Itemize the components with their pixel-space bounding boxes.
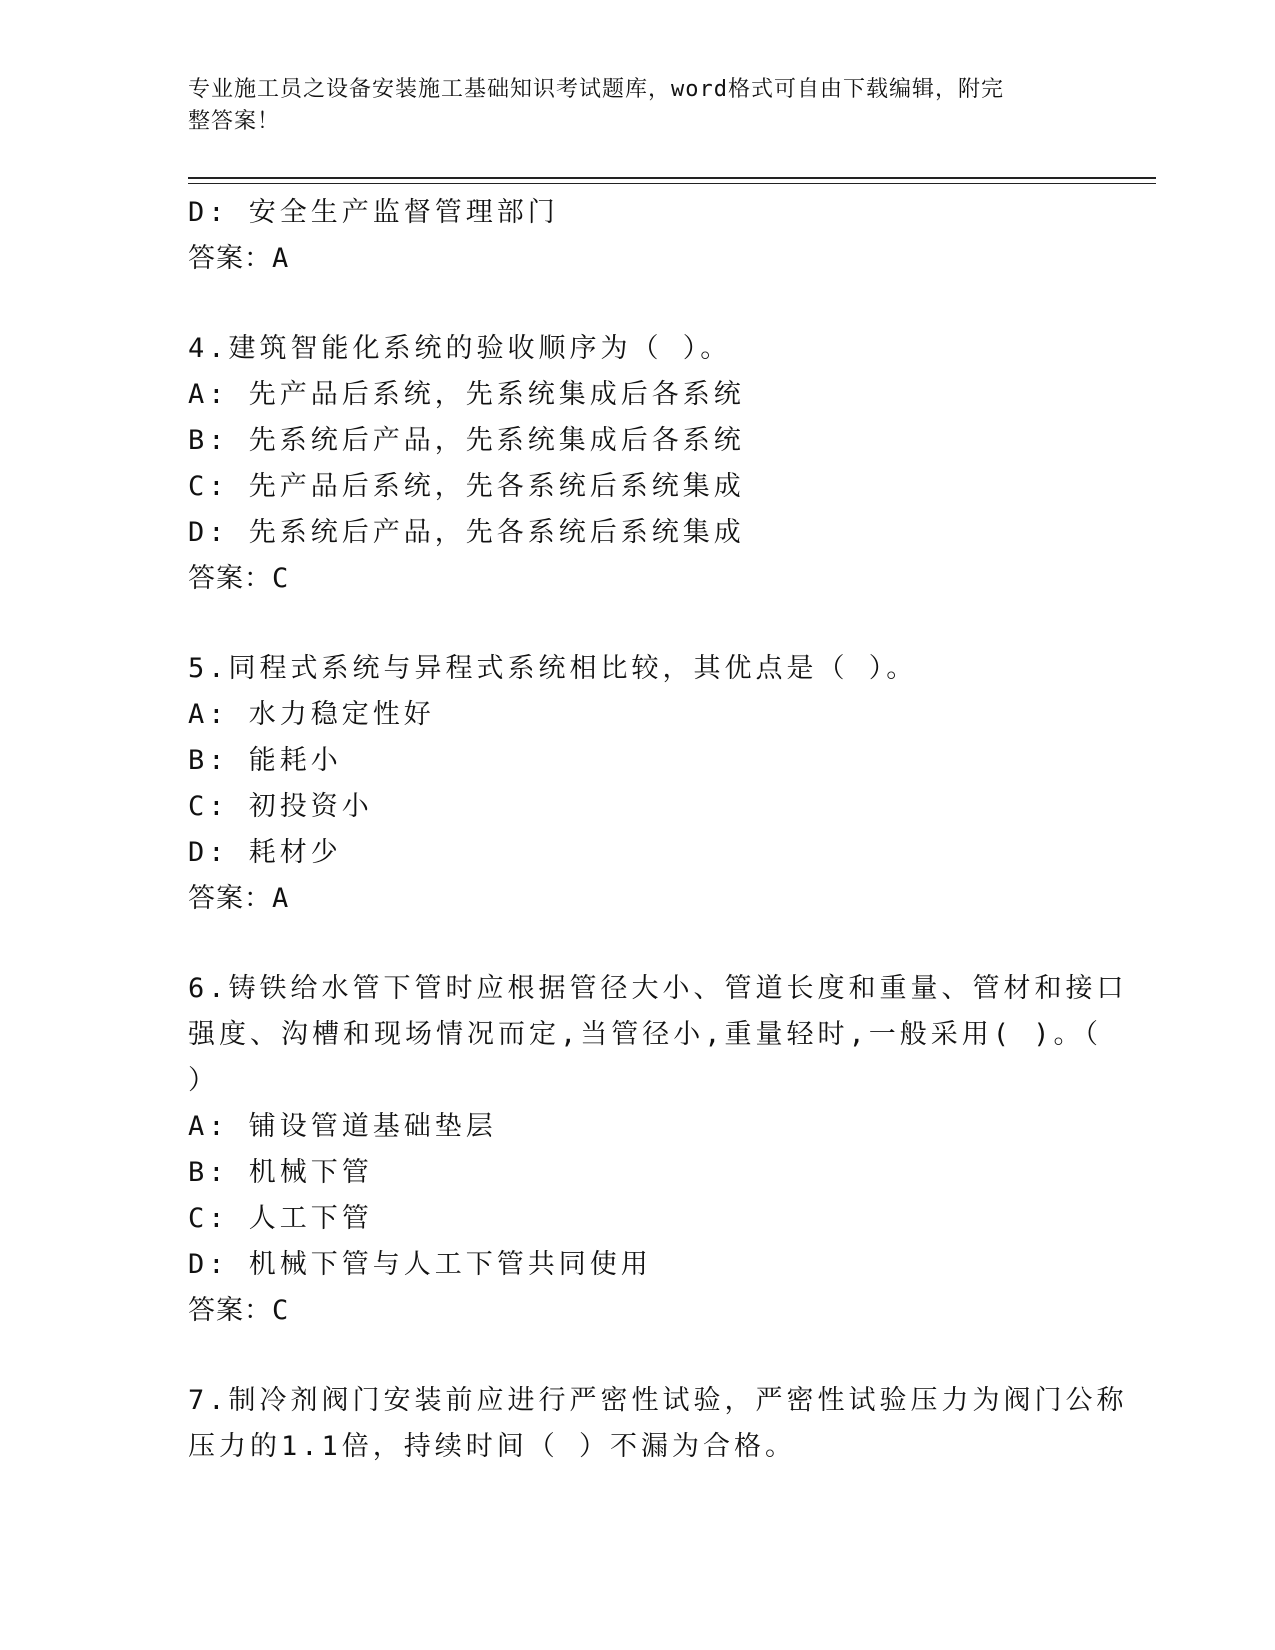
spacer (188, 602, 1088, 646)
spacer (188, 922, 1088, 966)
question-stem-line-2: 压力的1.1倍，持续时间（ ）不漏为合格。 (188, 1431, 797, 1462)
option-d: D: 耗材少 (188, 837, 342, 868)
option-a: A: 铺设管道基础垫层 (188, 1111, 497, 1142)
document-header (188, 74, 1068, 138)
question-stem: 4.建筑智能化系统的验收顺序为（ ）。 (188, 333, 732, 364)
answer: 答案：A (188, 243, 290, 274)
option-a: A: 先产品后系统，先系统集成后各系统 (188, 379, 745, 410)
spacer (188, 282, 1088, 326)
header-divider-thin (188, 183, 1156, 184)
option-a: A: 水力稳定性好 (188, 699, 435, 730)
question-5 (188, 646, 1088, 922)
question-list (188, 190, 1128, 1470)
spacer (188, 1334, 1088, 1378)
option-c: C: 先产品后系统，先各系统后系统集成 (188, 471, 745, 502)
option-b: B: 机械下管 (188, 1157, 373, 1188)
option-c: C: 人工下管 (188, 1203, 373, 1234)
header-title-line-2: 整答案！ (188, 109, 281, 134)
question-6 (188, 966, 1128, 1334)
answer: 答案：C (188, 563, 290, 594)
header-divider-thick (188, 177, 1156, 179)
answer: 答案：C (188, 1295, 290, 1326)
option-d: D: 先系统后产品，先各系统后系统集成 (188, 517, 745, 548)
option-d: D: 安全生产监督管理部门 (188, 197, 559, 228)
header-title-line-1: 专业施工员之设备安装施工基础知识考试题库，word格式可自由下载编辑，附完 (188, 77, 1004, 102)
answer: 答案：A (188, 883, 290, 914)
option-b: B: 先系统后产品，先系统集成后各系统 (188, 425, 745, 456)
question-7 (188, 1378, 1128, 1470)
question-stem-line-1: 7.制冷剂阀门安装前应进行严密性试验，严密性试验压力为阀门公称 (188, 1385, 1128, 1416)
question-stem-line-1: 6.铸铁给水管下管时应根据管径大小、管道长度和重量、管材和接口 (188, 973, 1128, 1004)
option-c: C: 初投资小 (188, 791, 373, 822)
question-4 (188, 326, 1088, 602)
question-stem-line-3: ） (188, 1065, 219, 1096)
option-d: D: 机械下管与人工下管共同使用 (188, 1249, 652, 1280)
option-b: B: 能耗小 (188, 745, 342, 776)
question-stem-line-2: 强度、沟槽和现场情况而定,当管径小,重量轻时,一般采用( )。（ (188, 1019, 1103, 1050)
question-3-tail (188, 190, 1088, 282)
question-stem: 5.同程式系统与异程式系统相比较，其优点是（ ）。 (188, 653, 918, 684)
